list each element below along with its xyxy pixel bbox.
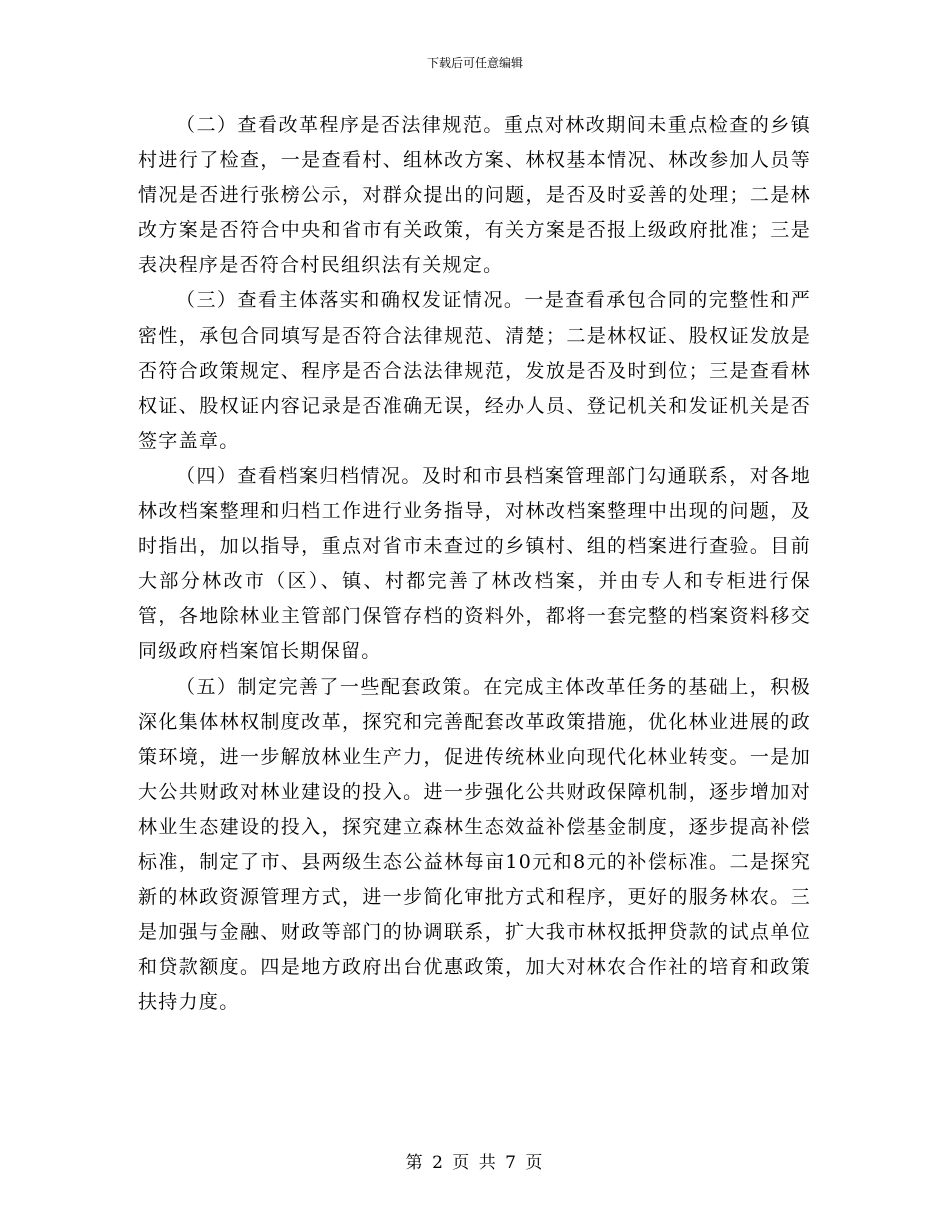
page-number: 第 2 页 共 7 页 — [405, 1153, 545, 1173]
document-body — [138, 108, 811, 1020]
paragraph-archives: （四）查看档案归档情况。及时和市县档案管理部门勾通联系，对各地林改档案整理和归档工作进行业务指导，对林改档案整理中出现的问题，及时指出，加以指导，重点对省市未查过的乡镇村、组的档案进行查验。目前大部分林改市（区）、镇、村都完善了林改档案，并由专人和专柜进行保管，各地除林业主管部门保管存档的资料外，都将一套完整的档案资料移交同级政府档案馆长期保留。 — [138, 464, 811, 663]
paragraph-review-procedure: （二）查看改革程序是否法律规范。重点对林改期间未重点检查的乡镇村进行了检查，一是查看村、组林改方案、林权基本情况、林改参加人员等情况是否进行张榜公示，对群众提出的问题，是否及时妥善的处理；二是林改方案是否符合中央和省市有关政策，有关方案是否报上级政府批准；三是表决程序是否符合村民组织法有关规定。 — [138, 114, 811, 277]
paragraph-certification: （三）查看主体落实和确权发证情况。一是查看承包合同的完整性和严密性，承包合同填写是否符合法律规范、清楚；二是林权证、股权证发放是否符合政策规定、程序是否合法法律规范，发放是否及时到位；三是查看林权证、股权证内容记录是否准确无误，经办人员、登记机关和发证机关是否签字盖章。 — [138, 289, 811, 452]
page-header: 下载后可任意编辑 — [426, 56, 523, 70]
paragraph-supporting-policies: （五）制定完善了一些配套政策。在完成主体改革任务的基础上，积极深化集体林权制度改革，探究和完善配套改革政策措施，优化林业进展的政策环境，进一步解放林业生产力，促进传统林业向现代化林业转变。一是加大公共财政对林业建设的投入。进一步强化公共财政保障机制，逐步增加对林业生态建设的投入，探究建立森林生态效益补偿基金制度，逐步提高补偿标准，制定了市、县两级生态公益林每亩10元和8元的补偿标准。二是探究新的林政资源管理方式，进一步简化审批方式和程序，更好的服务林农。三是加强与金融、财政等部门的协调联系，扩大我市林权抵押贷款的试点单位和贷款额度。四是地方政府出台优惠政策，加大对林农合作社的培育和政策扶持力度。 — [138, 675, 811, 1014]
